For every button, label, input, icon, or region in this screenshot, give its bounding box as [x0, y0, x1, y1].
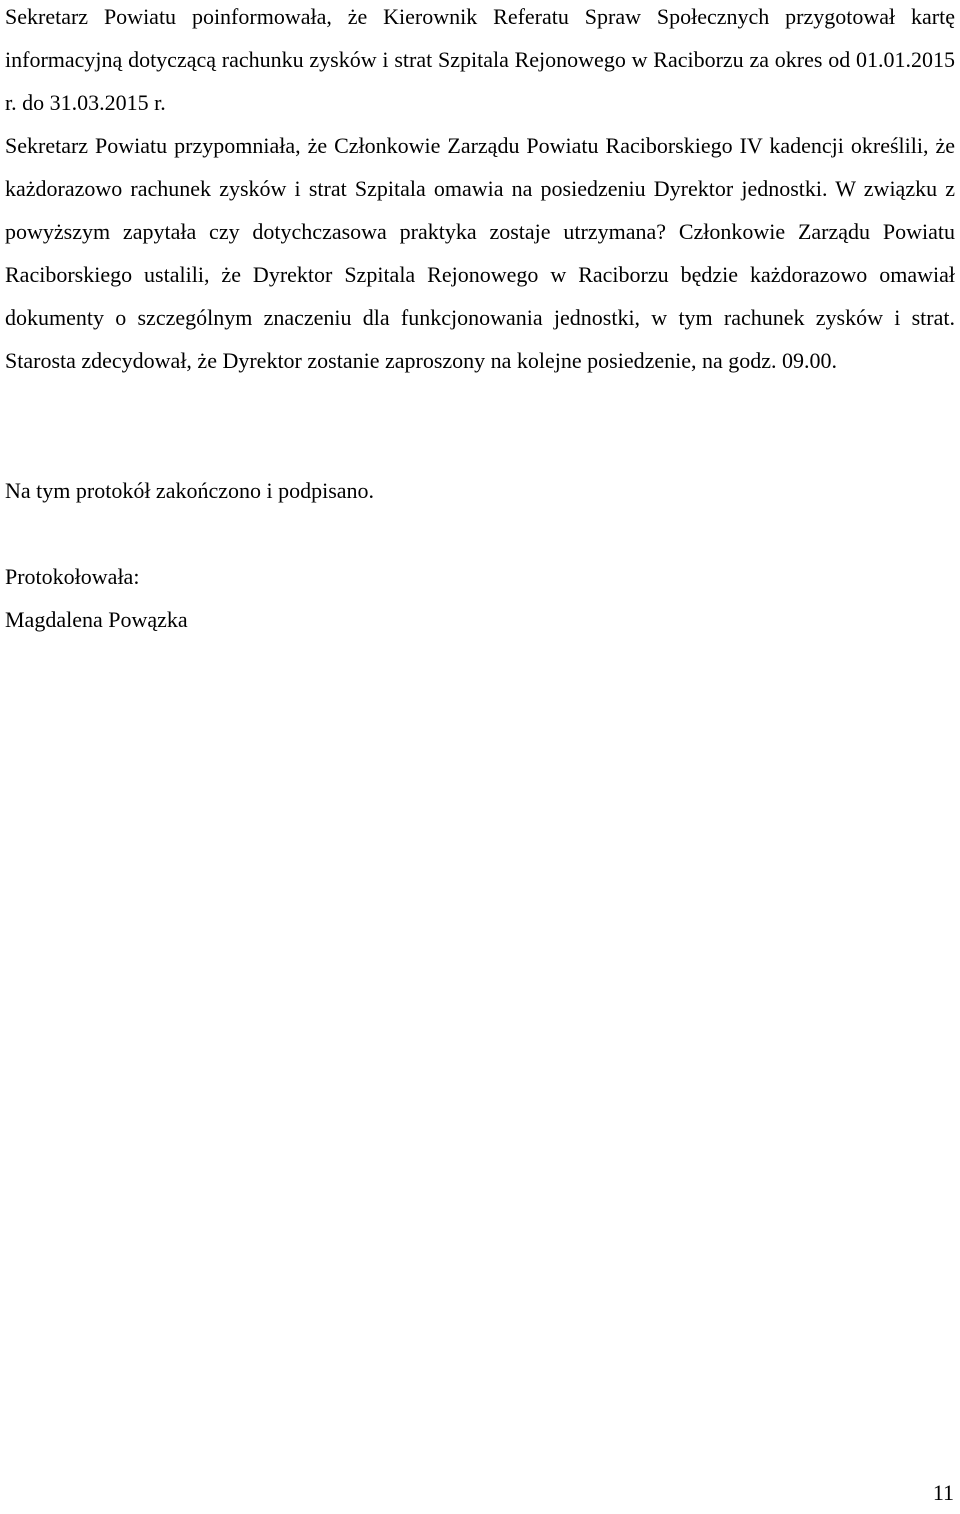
- paragraph-report-info: Sekretarz Powiatu poinformowała, że Kierownik Referatu Spraw Społecznych przygotował kartę informacyjną dotyczącą rachunku zysków i strat Szpitala Rejonowego w Raciborzu za okres od 01.01.2015 r. do 31.03.2015 r.: [5, 4, 955, 115]
- page-number: 11: [932, 1480, 954, 1505]
- document-body: [5, 0, 955, 382]
- signature-name: Magdalena Powązka: [5, 607, 188, 632]
- paragraph-board-decision: Sekretarz Powiatu przypomniała, że Członkowie Zarządu Powiatu Raciborskiego IV kadencji określili, że każdorazowo rachunek zysków i strat Szpitala omawia na posiedzeniu Dyrektor jednostki. W związku z powyższym zapytała czy dotychczasowa praktyka zostaje utrzymana? Członkowie Zarządu Powiatu Raciborskiego ustalili, że Dyrektor Szpitala Rejonowego w Raciborzu będzie każdorazowo omawiał dokumenty o szczególnym znaczeniu dla funkcjonowania jednostki, w tym rachunek zysków i strat. Starosta zdecydował, że Dyrektor zostanie zaproszony na kolejne posiedzenie, na godz. 09.00.: [5, 133, 955, 373]
- closing-statement: Na tym protokół zakończono i podpisano.: [5, 478, 375, 503]
- signature-label: Protokołowała:: [5, 564, 140, 589]
